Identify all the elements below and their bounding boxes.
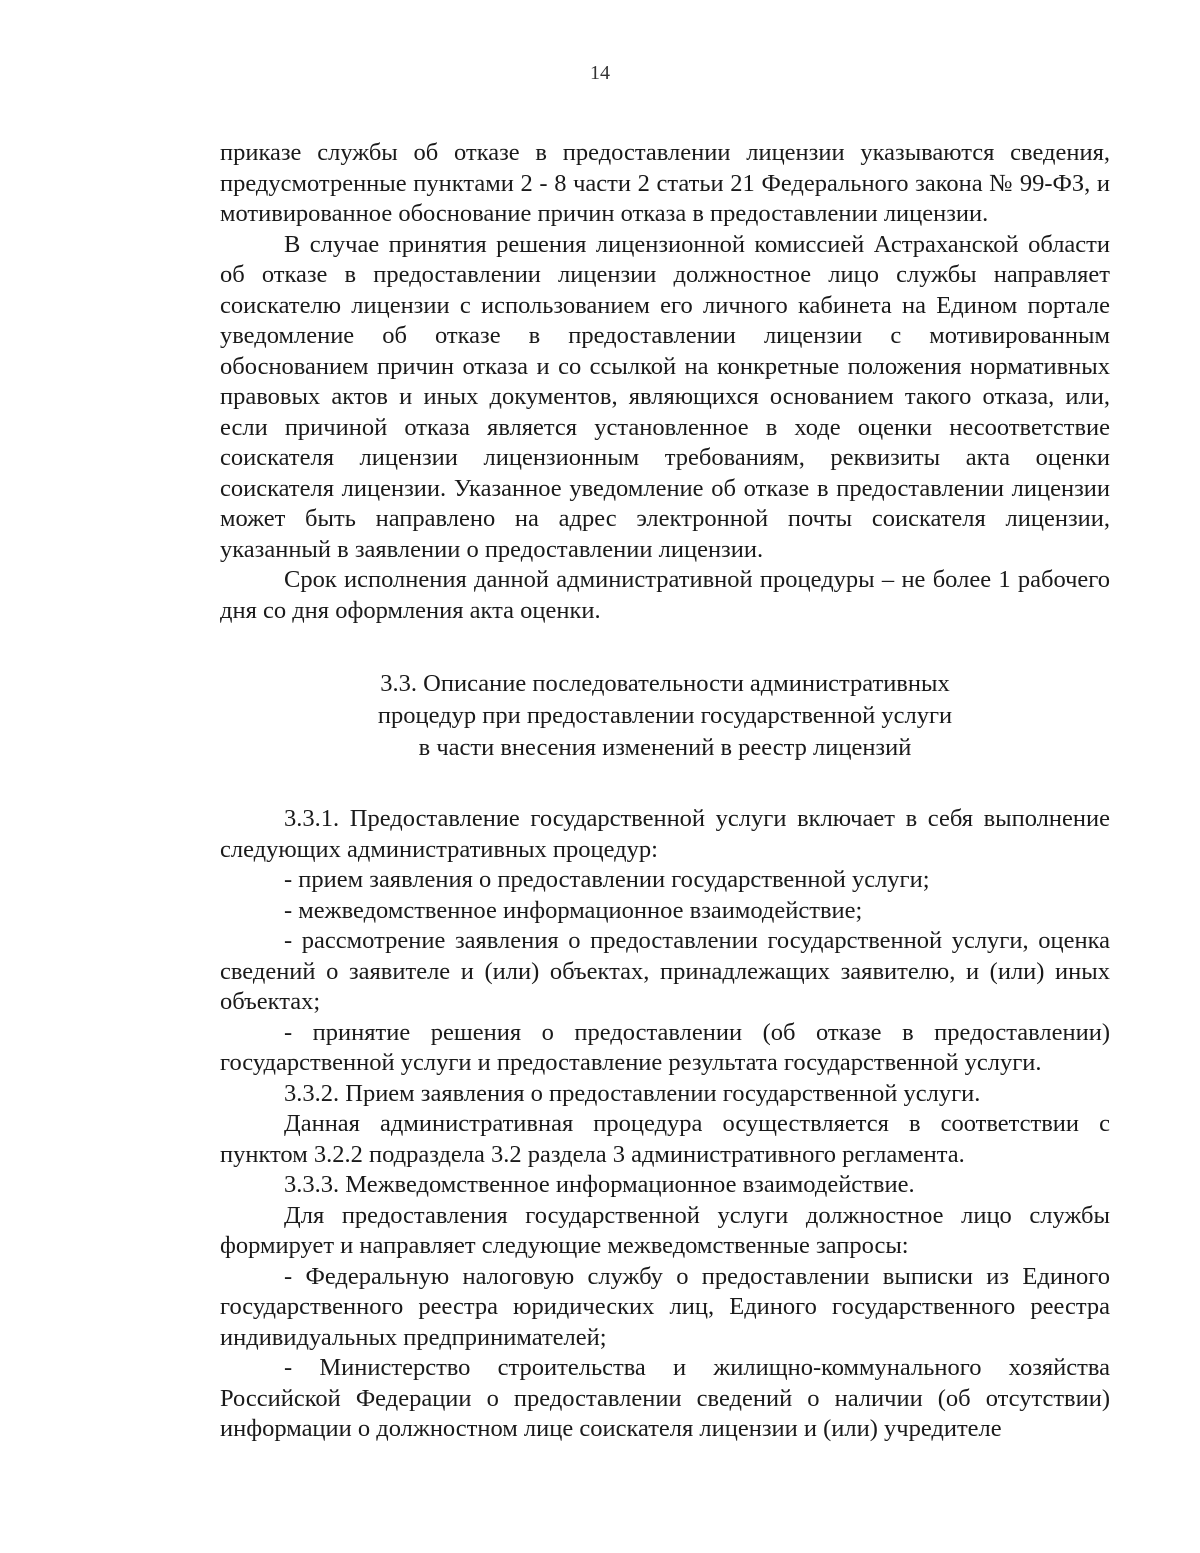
- list-item-application-review: - рассмотрение заявления о предоставлении государственной услуги, оценка сведений о заявителе и (или) объектах, принадлежащих заявителю, и (или) иных объектах;: [220, 927, 1110, 1015]
- paragraph-refusal-order-details: приказе службы об отказе в предоставлении лицензии указываются сведения, предусмотренные пунктами 2 - 8 части 2 статьи 21 Федерального закона № 99-ФЗ, и мотивированное обоснование причин отказа в предоставлении лицензии.: [220, 139, 1110, 227]
- list-item-tax-service-request: - Федеральную налоговую службу о предоставлении выписки из Единого государственного реестра юридических лиц, Единого государственного реестра индивидуальных предпринимателей;: [220, 1262, 1110, 1351]
- list-item-ministry-request: - Министерство строительства и жилищно-коммунального хозяйства Российской Федерации о предоставлении сведений о наличии (об отсутствии) информации о должностном лице соискателя лицензии и (или) учредителе: [220, 1354, 1110, 1442]
- paragraph-procedure-deadline: Срок исполнения данной административной процедуры – не более 1 рабочего дня со дня оформления акта оценки.: [220, 566, 1110, 624]
- paragraph-3-3-1: 3.3.1. Предоставление государственной услуги включает в себя выполнение следующих административных процедур:: [220, 805, 1110, 863]
- section-heading: [220, 668, 1110, 764]
- section-heading-line: в части внесения изменений в реестр лицензий: [418, 734, 912, 761]
- page-number: 14: [590, 62, 610, 84]
- section-heading-line: процедур при предоставлении государственной услуги: [377, 702, 953, 729]
- list-item-application-intake: - прием заявления о предоставлении государственной услуги;: [284, 866, 930, 893]
- section-heading-line: 3.3. Описание последовательности административных: [380, 670, 950, 697]
- paragraph-interagency-requests: Для предоставления государственной услуги должностное лицо службы формирует и направляет следующие межведомственные запросы:: [220, 1201, 1110, 1259]
- document-body: [220, 138, 1110, 1445]
- list-item-interagency-interaction: - межведомственное информационное взаимодействие;: [284, 896, 863, 924]
- list-item-decision: - принятие решения о предоставлении (об отказе в предоставлении) государственной услуги и предоставление результата государственной услуги.: [220, 1018, 1110, 1076]
- paragraph-3-3-3: 3.3.3. Межведомственное информационное взаимодействие.: [284, 1171, 915, 1198]
- paragraph-refusal-notification: В случае принятия решения лицензионной комиссией Астраханской области об отказе в предоставлении лицензии должностное лицо службы направляет соискателю лицензии с использованием его личного кабинета на Едином портале уведомление об отказе в предоставлении лицензии с мотивированным обоснованием причин отказа и со ссылкой на конкретные положения нормативных правовых актов и иных документов, являющихся основанием такого отказа, или, если причиной отказа является установленное в ходе оценки несоответствие соискателя лицензии лицензионным требованиям, реквизиты акта оценки соискателя лицензии. Указанное уведомление об отказе в предоставлении лицензии может быть направлено на адрес электронной почты соискателя лицензии, указанный в заявлении о предоставлении лицензии.: [220, 230, 1110, 563]
- paragraph-procedure-reference: Данная административная процедура осуществляется в соответствии с пунктом 3.2.2 подраздела 3.2 раздела 3 административного регламента.: [220, 1110, 1110, 1168]
- paragraph-3-3-2: 3.3.2. Прием заявления о предоставлении государственной услуги.: [284, 1079, 981, 1107]
